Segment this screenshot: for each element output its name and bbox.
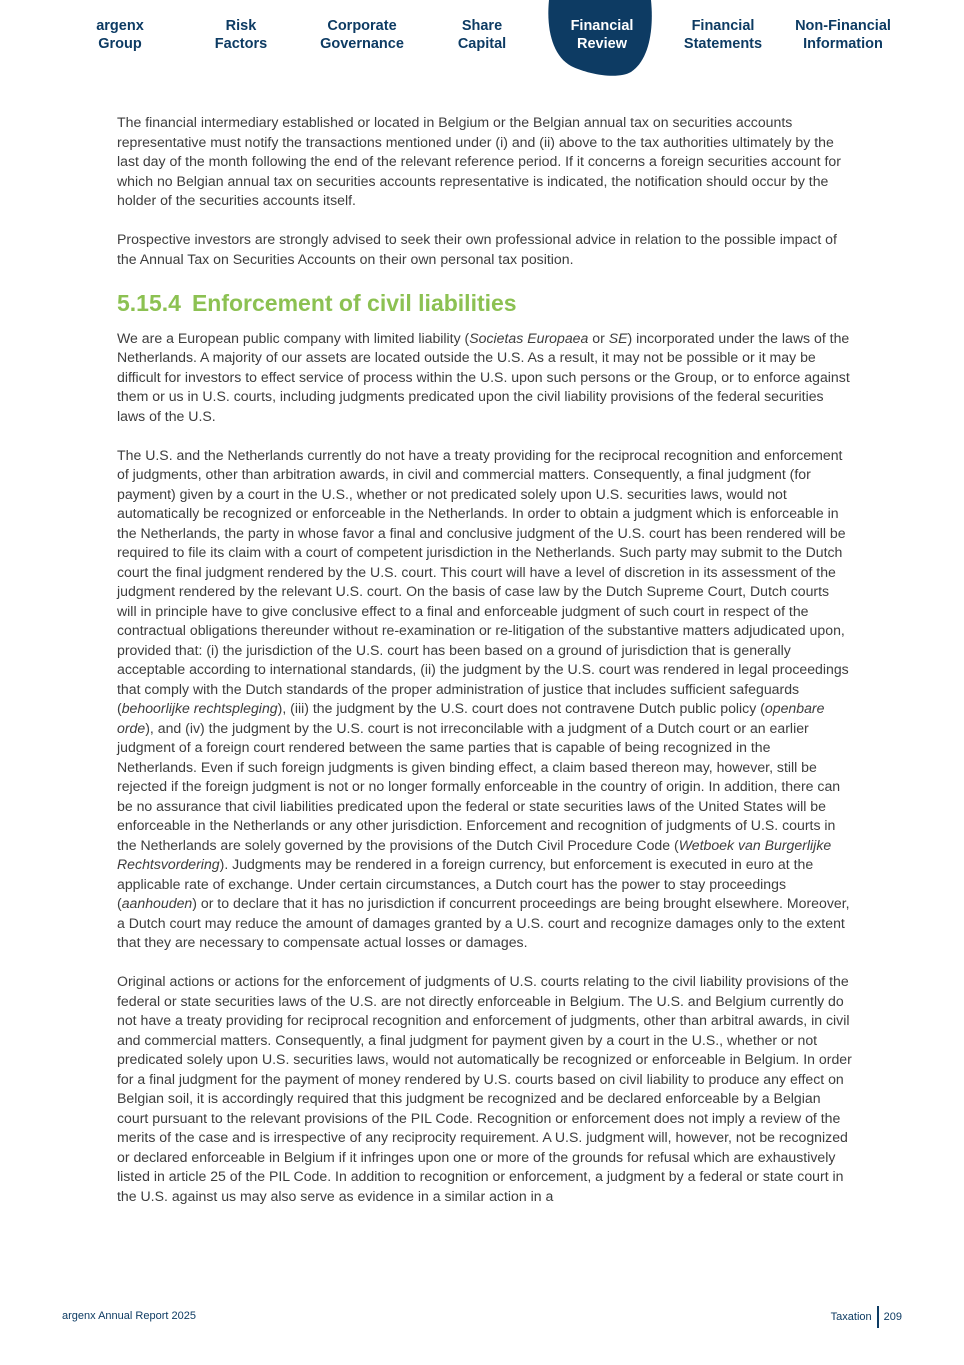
nav-item-label: Capital bbox=[457, 36, 507, 52]
text-run: ), (iii) the judgment by the U.S. court does not contravene Dutch public policy ( bbox=[277, 700, 765, 716]
nav-item-financial-statements[interactable] bbox=[669, 17, 777, 53]
italic-term: Wetboek van Burgerlijke Rechtsvordering bbox=[117, 836, 832, 872]
top-navigation bbox=[60, 0, 904, 80]
text-run: ) or to declare that it has no jurisdiction if concurrent proceedings are being brought elsewhere. Moreover, a Dutch court may reduce the amount of damages granted by a U.S. court and recognize damages only to the extent that they are necessary to compensate actual losses or damages. bbox=[117, 895, 850, 950]
nav-item-label: argenx bbox=[96, 18, 144, 34]
nav-item-label: Review bbox=[577, 36, 627, 52]
italic-term: behoorlijke rechtspleging bbox=[121, 700, 278, 716]
section-name[interactable]: Taxation bbox=[830, 1311, 872, 1323]
nav-item-label: Financial bbox=[570, 18, 634, 34]
italic-term: SE bbox=[608, 329, 628, 346]
nav-item-label: Non-Financial bbox=[795, 18, 891, 34]
italic-term: openbare orde bbox=[117, 700, 825, 736]
text-run: We are a European public company with limited liability ( bbox=[117, 329, 470, 346]
text-run: ) incorporated under the laws of the Netherlands. A majority of our assets are located outside the U.S. As a result, it may not be possible or it may be difficult for investors to effect service of process within the U.S. upon such persons or the Group, or to enforce against them or us in U.S. courts, including judgments predicated upon the civil liability provisions of the federal securities laws of the U.S. bbox=[117, 329, 850, 424]
nav-item-argenx-group[interactable] bbox=[66, 17, 174, 53]
nav-item-risk-factors[interactable] bbox=[187, 17, 295, 53]
italic-term: aanhouden bbox=[121, 895, 193, 911]
page-number: 209 bbox=[883, 1311, 902, 1323]
text-run: or bbox=[588, 329, 609, 346]
text-run: The U.S. and the Netherlands currently do not have a treaty providing for the reciprocal recognition and enforcement of judgments, other than arbitration awards, in civil and commercial matters. Consequently, a final judgment (for payment) given by a court in the U.S., whether or not predicated solely upon U.S. securities laws, would not automatically be recognized or enforceable in the Netherlands. In order to obtain a judgment which is enforceable in the Netherlands, the party in whose favor a final and conclusive judgment of the U.S. court has been rendered will be required to file its claim with a court of competent jurisdiction in the Netherlands. Such party may submit to the Dutch court the final judgment rendered by the U.S. court. This court will have a level of discretion in its assessment of the judgment rendered by the relevant U.S. court. On the basis of case law by the Dutch Supreme Court, Dutch courts will in principle have to give conclusive effect to a final and enforceable judgment of such court in respect of the contractual obligations thereunder without re-examination or re-litigation of the substantive matters adjudicated upon, provided that: (i) the jurisdiction of the U.S. court has been based on a ground of jurisdiction that is generally acceptable according to international standards, (ii) the judgment by the U.S. court was rendered in legal proceedings that comply with the Dutch standards of the proper administration of justice that includes sufficient safeguards ( bbox=[117, 446, 849, 716]
nav-item-label: Share bbox=[461, 18, 503, 34]
nav-item-non-financial-information[interactable] bbox=[789, 17, 897, 53]
paragraph-belgium-enforcement: Original actions or actions for the enforcement of judgments of U.S. courts relating to the civil liability provisions of the federal or state securities laws of the U.S. are not directly enforceable in Belgium. The U.S. and Belgium currently do not have a treaty providing for reciprocal recognition and enforcement of judgments, other than arbitral awards, in civil and commercial matters. Consequently, a final judgment for payment given by a court in the U.S., whether or not predicated solely upon U.S. securities laws, would not automatically be recognized or enforceable in Belgium. In order for a final judgment for the payment of money rendered by U.S. courts based on civil liability to produce any effect on Belgian soil, it is accordingly required that this judgment be recognized and be declared enforceable by a Belgian court pursuant to the relevant provisions of the PIL Code. Recognition or enforcement does not imply a review of the merits of the case and is irrespective of any reciprocity requirement. A U.S. judgment will, however, not be recognized or declared enforceable in Belgium if it infringes upon one or more of the grounds for refusal which are exhaustively listed in article 25 of the PIL Code. In addition to recognition or enforcement, a judgment by a federal or state court in the U.S. against us may also serve as evidence in a similar action in a bbox=[117, 973, 852, 1204]
report-title: argenx Annual Report 2025 bbox=[62, 1310, 196, 1322]
text-run: ). Judgments may be rendered in a foreign currency, but enforcement is executed in euro at the applicable rate of exchange. Under certain circumstances, a Dutch court has the power to stay proceedings ( bbox=[117, 856, 814, 911]
nav-item-label: Governance bbox=[320, 36, 404, 52]
text-run: ), and (iv) the judgment by the U.S. court is not irreconcilable with a judgment of a Dutch court or an earlier judgment of a foreign court rendered between the same parties that is capable of being recognized in the Netherlands. Even if such foreign judgments is given binding effect, a claim based thereon may, however, still be rejected if the foreign judgment is not or no longer formally enforceable in the country of origin. In addition, there can be no assurance that civil liabilities predicated upon the federal or state securities laws of the United States will be enforceable in the Netherlands or any other jurisdiction. Enforcement and recognition of judgments of U.S. courts in the Netherlands are solely governed by the provisions of the Dutch Civil Procedure Code ( bbox=[117, 719, 841, 853]
nav-item-label: Statements bbox=[683, 36, 763, 52]
nav-item-label: Group bbox=[98, 36, 142, 52]
italic-term: Societas Europaea bbox=[469, 329, 589, 346]
section-title: Enforcement of civil liabilities bbox=[191, 289, 517, 316]
nav-item-label: Information bbox=[803, 36, 883, 52]
section-number: 5.15.4 bbox=[117, 289, 181, 316]
footer-divider bbox=[877, 1306, 879, 1328]
paragraph-advice: Prospective investors are strongly advised to seek their own professional advice in relation to the possible impact of the Annual Tax on Securities Accounts on their own personal tax position. bbox=[117, 231, 837, 267]
nav-item-corporate-governance[interactable] bbox=[308, 17, 416, 53]
footer-right bbox=[831, 1305, 902, 1329]
main-content bbox=[117, 113, 852, 1226]
nav-item-label: Risk bbox=[225, 18, 257, 34]
nav-item-label: Factors bbox=[214, 36, 268, 52]
paragraph-netherlands-enforcement bbox=[117, 446, 852, 953]
paragraph-company-status bbox=[117, 329, 852, 427]
nav-item-share-capital[interactable] bbox=[428, 17, 536, 53]
nav-item-financial-review[interactable] bbox=[548, 17, 656, 53]
nav-item-label: Corporate bbox=[327, 18, 397, 34]
page-footer bbox=[62, 1305, 902, 1329]
paragraph-notification: The financial intermediary established or located in Belgium or the Belgian annual tax on securities accounts representative must notify the transactions mentioned under (i) and (ii) above to the tax authorities ultimately by the last day of the month following the end of the relevant reference period. If it concerns a foreign securities account for which no Belgian annual tax on securities accounts representative is indicated, the notification should occur by the holder of the securities accounts itself. bbox=[117, 114, 841, 208]
section-heading bbox=[117, 289, 852, 317]
nav-item-label: Financial bbox=[691, 18, 755, 34]
